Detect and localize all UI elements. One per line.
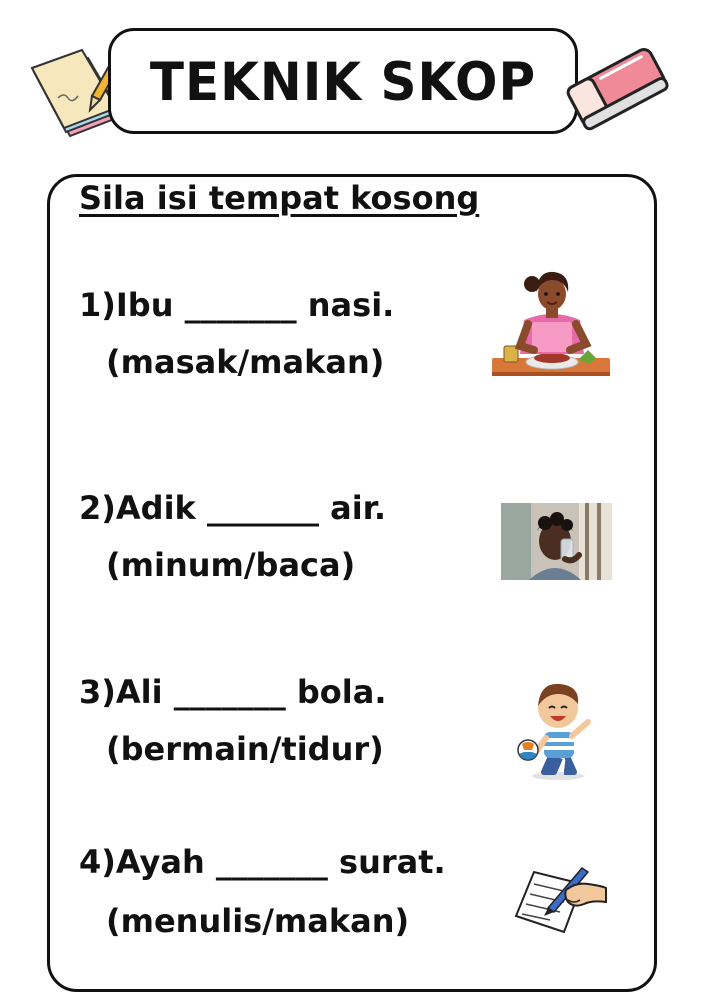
question-1-options: (masak/makan) bbox=[106, 343, 385, 381]
woman-cooking-illustration bbox=[488, 262, 614, 386]
boy-drinking-water-photo bbox=[501, 503, 612, 580]
question-2-sentence: 2)Adik _______ air. bbox=[79, 489, 387, 527]
instruction-heading: Sila isi tempat kosong bbox=[79, 179, 480, 217]
boy-playing-ball-illustration bbox=[514, 678, 598, 780]
eraser-icon bbox=[556, 36, 676, 136]
question-2-options: (minum/baca) bbox=[106, 546, 356, 584]
question-4-options: (menulis/makan) bbox=[106, 902, 410, 940]
question-3-sentence: 3)Ali _______ bola. bbox=[79, 673, 387, 711]
page-title: TEKNIK SKOP bbox=[149, 51, 537, 113]
hand-writing-letter-illustration bbox=[512, 862, 608, 936]
question-3-options: (bermain/tidur) bbox=[106, 730, 384, 768]
title-banner bbox=[108, 28, 578, 134]
question-4-sentence: 4)Ayah _______ surat. bbox=[79, 843, 446, 881]
question-1-sentence: 1)Ibu _______ nasi. bbox=[79, 286, 395, 324]
